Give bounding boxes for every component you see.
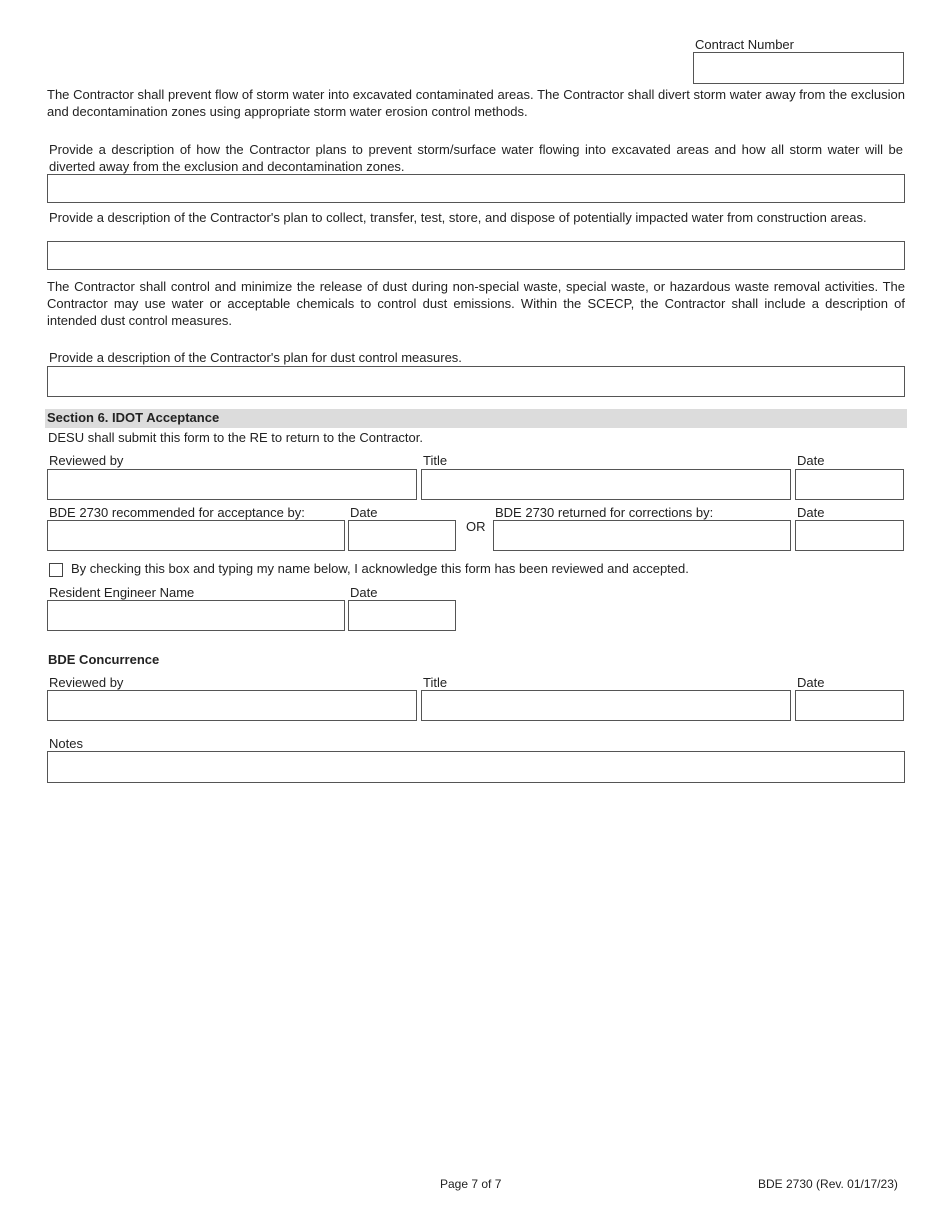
concurrence-title-label: Title (423, 675, 448, 690)
section-6-instruction: DESU shall submit this form to the RE to return to the Contractor. (48, 430, 423, 445)
reviewed-by-label: Reviewed by (49, 453, 124, 468)
resident-engineer-name-field[interactable] (47, 600, 345, 631)
returned-date-field[interactable] (795, 520, 904, 551)
contract-number-field[interactable] (693, 52, 904, 84)
impacted-water-prompt: Provide a description of the Contractor's plan to collect, transfer, test, store, and dispose of potentially impacted water from construction areas. (49, 210, 867, 225)
recommended-label: BDE 2730 recommended for acceptance by: (49, 505, 305, 520)
date-label: Date (797, 453, 825, 468)
dust-paragraph: The Contractor shall control and minimize the release of dust during non-special waste, special waste, or hazardous waste removal activities. The Contractor may use water or acceptable chemicals to control dust emissions. Within the SCECP, the Contractor shall include a description of intended dust control measures. (47, 279, 905, 328)
page-number: Page 7 of 7 (440, 1177, 502, 1191)
recommended-date-label: Date (350, 505, 378, 520)
contract-number-label: Contract Number (695, 37, 794, 52)
concurrence-title-field[interactable] (421, 690, 791, 721)
returned-label: BDE 2730 returned for corrections by: (495, 505, 714, 520)
recommended-by-field[interactable] (47, 520, 345, 551)
concurrence-date-field[interactable] (795, 690, 904, 721)
impacted-water-field[interactable] (47, 241, 905, 270)
section-6-title: Section 6. IDOT Acceptance (47, 410, 220, 425)
or-label: OR (466, 519, 486, 534)
recommended-date-field[interactable] (348, 520, 456, 551)
dust-control-field[interactable] (47, 366, 905, 397)
resident-engineer-date-label: Date (350, 585, 378, 600)
notes-label: Notes (49, 736, 83, 751)
dust-prompt: Provide a description of the Contractor's plan for dust control measures. (49, 350, 462, 365)
bde-concurrence-title: BDE Concurrence (48, 652, 160, 667)
resident-engineer-date-field[interactable] (348, 600, 456, 631)
prevent-prompt: Provide a description of how the Contractor plans to prevent storm/surface water flowing into excavated areas and how all storm water will be diverted away from the exclusion and decontamination zones. (49, 142, 903, 174)
concurrence-reviewed-by-field[interactable] (47, 690, 417, 721)
title-label: Title (423, 453, 448, 468)
form-id: BDE 2730 (Rev. 01/17/23) (758, 1177, 898, 1191)
acknowledge-checkbox[interactable] (49, 563, 63, 577)
date-field[interactable] (795, 469, 904, 500)
resident-engineer-label: Resident Engineer Name (49, 585, 195, 600)
notes-field[interactable] (47, 751, 905, 783)
acknowledge-text: By checking this box and typing my name below, I acknowledge this form has been reviewed and accepted. (71, 561, 689, 576)
returned-date-label: Date (797, 505, 825, 520)
storm-water-paragraph: The Contractor shall prevent flow of storm water into excavated contaminated areas. The Contractor shall divert storm water away from the exclusion and decontamination zones using appropriate storm water erosion control methods. (47, 87, 905, 119)
returned-by-field[interactable] (493, 520, 791, 551)
title-field[interactable] (421, 469, 791, 500)
concurrence-reviewed-by-label: Reviewed by (49, 675, 124, 690)
prevent-description-field[interactable] (47, 174, 905, 203)
reviewed-by-field[interactable] (47, 469, 417, 500)
concurrence-date-label: Date (797, 675, 825, 690)
